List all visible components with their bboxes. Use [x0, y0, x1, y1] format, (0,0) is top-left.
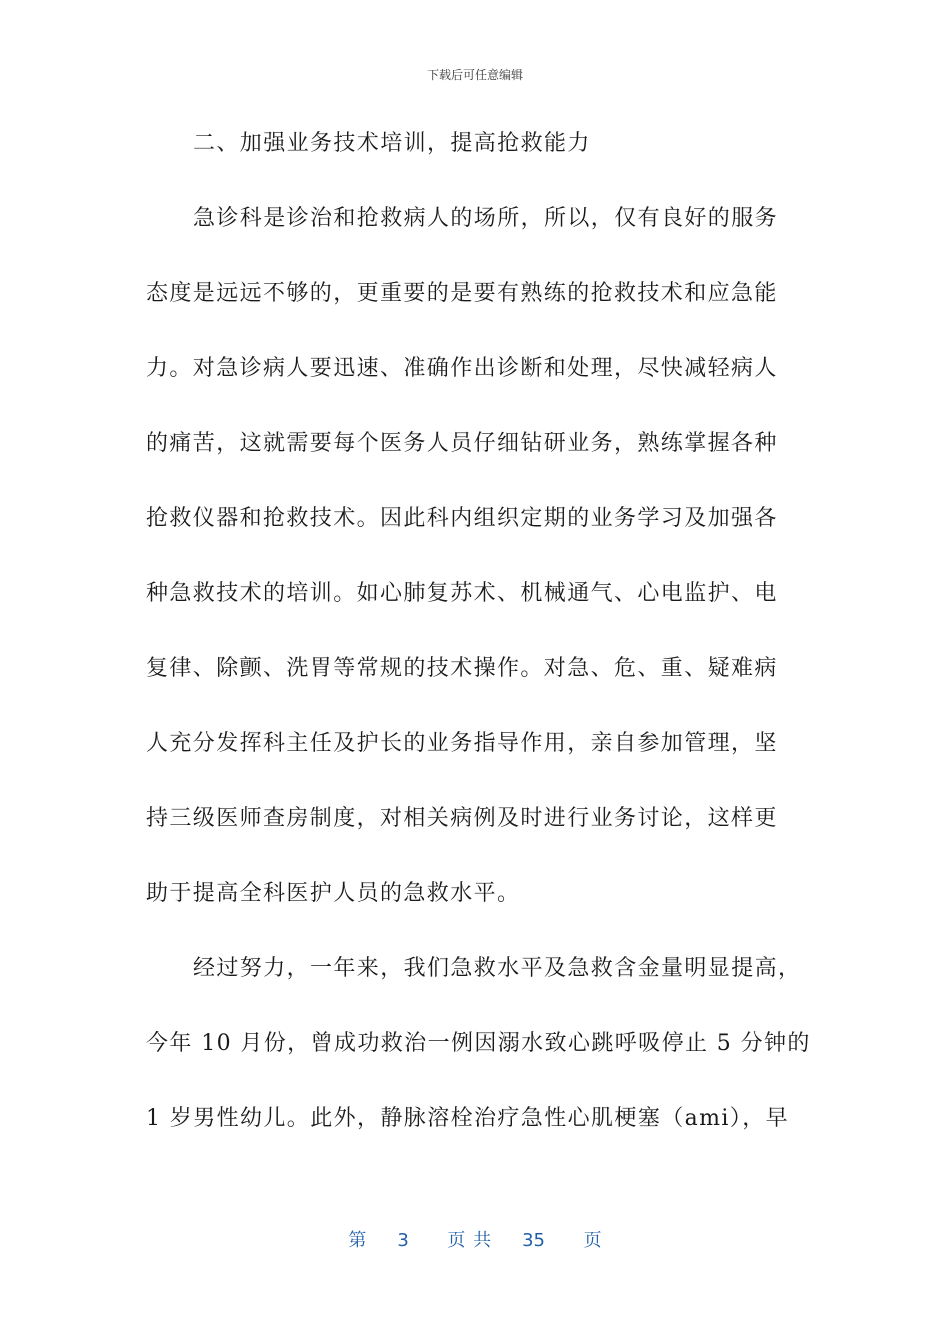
paragraph-line: 复律、除颤、洗胃等常规的技术操作。对急、危、重、疑难病 [146, 656, 778, 681]
page-label-middle: 页 共 [447, 1230, 492, 1251]
paragraph-line: 1 岁男性幼儿。此外，静脉溶栓治疗急性心肌梗塞（ami），早 [146, 1106, 790, 1131]
paragraph-line: 助于提高全科医护人员的急救水平。 [146, 881, 521, 906]
paragraph-line: 持三级医师查房制度，对相关病例及时进行业务讨论，这样更 [146, 806, 778, 831]
paragraph-line: 经过努力，一年来，我们急救水平及急救含金量明显提高， [193, 956, 802, 981]
paragraph-line: 抢救仪器和抢救技术。因此科内组织定期的业务学习及加强各 [146, 506, 778, 531]
paragraph-line: 急诊科是诊治和抢救病人的场所，所以，仅有良好的服务 [193, 206, 779, 231]
page-label-suffix: 页 [583, 1230, 602, 1251]
paragraph-line: 种急救技术的培训。如心肺复苏术、机械通气、心电监护、电 [146, 581, 778, 606]
header-note: 下载后可任意编辑 [426, 68, 523, 82]
current-page-number: 3 [397, 1230, 409, 1251]
paragraph-line: 人充分发挥科主任及护长的业务指导作用，亲自参加管理，坚 [146, 731, 778, 756]
page-footer [0, 1226, 950, 1252]
section-heading: 二、加强业务技术培训，提高抢救能力 [193, 131, 591, 156]
paragraph-line: 的痛苦，这就需要每个医务人员仔细钻研业务，熟练掌握各种 [146, 431, 778, 456]
paragraph-line: 态度是远远不够的，更重要的是要有熟练的抢救技术和应急能 [146, 281, 778, 306]
paragraph-line: 力。对急诊病人要迅速、准确作出诊断和处理，尽快减轻病人 [146, 356, 778, 381]
page-label-prefix: 第 [348, 1230, 367, 1251]
document-body [146, 120, 811, 1170]
paragraph-line: 今年 10 月份，曾成功救治一例因溺水致心跳呼吸停止 5 分钟的 [146, 1031, 811, 1056]
total-pages-number: 35 [522, 1230, 545, 1251]
